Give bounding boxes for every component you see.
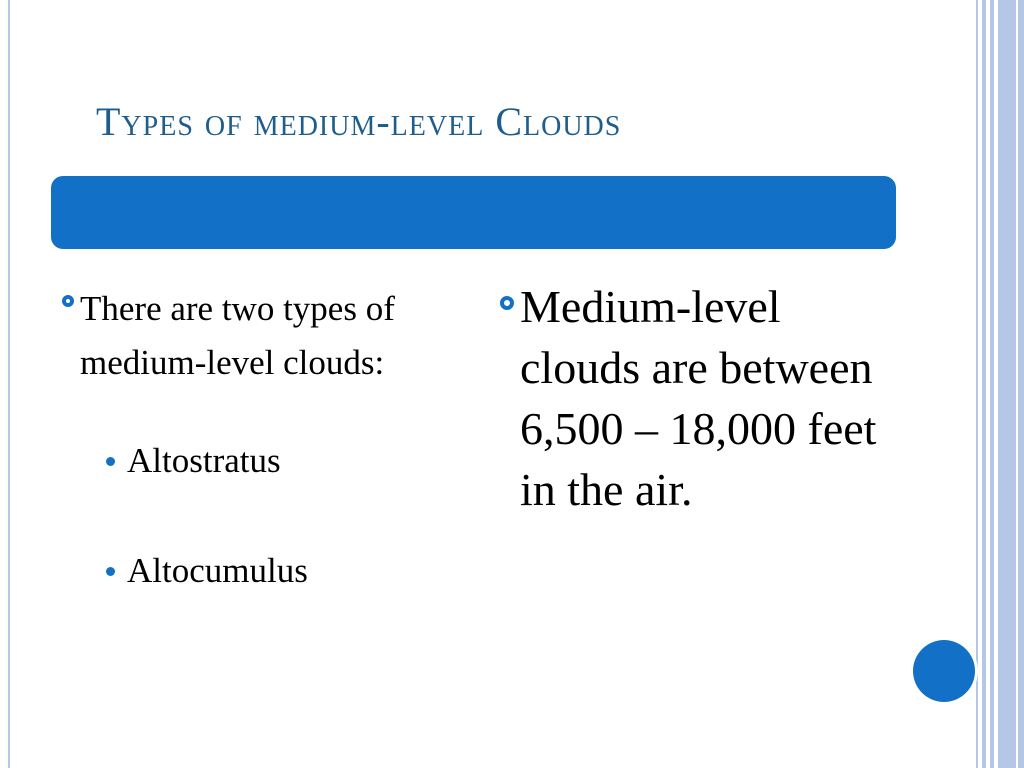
stripe	[976, 0, 978, 768]
sub-bullet-item	[106, 434, 422, 488]
left-content-column	[62, 282, 422, 654]
ring-bullet-icon	[500, 296, 514, 310]
right-content-column	[500, 276, 890, 520]
sub-bullet-label: Altocumulus	[127, 551, 308, 590]
bullet-text: There are two types of medium-level clouds:	[80, 289, 395, 382]
sub-bullet-item	[106, 544, 422, 598]
bullet-text: Medium-level clouds are between 6,500 – 18,000 feet in the air.	[520, 281, 877, 515]
stripe	[1016, 0, 1018, 768]
slide-title: Types of medium-level Clouds	[96, 99, 622, 144]
title-accent-bar	[51, 176, 896, 249]
stripe	[998, 0, 1024, 768]
decorative-circle	[913, 640, 975, 702]
left-border-line	[8, 0, 10, 768]
stripe	[990, 0, 994, 768]
dot-bullet-icon	[106, 457, 115, 466]
bullet-item	[500, 276, 890, 520]
dot-bullet-icon	[106, 567, 115, 576]
sub-bullet-label: Altostratus	[127, 441, 281, 480]
stripe	[982, 0, 986, 768]
right-decorative-stripes	[976, 0, 1024, 768]
ring-bullet-icon	[62, 295, 74, 307]
sub-bullet-list	[62, 434, 422, 598]
bullet-item	[62, 282, 422, 390]
